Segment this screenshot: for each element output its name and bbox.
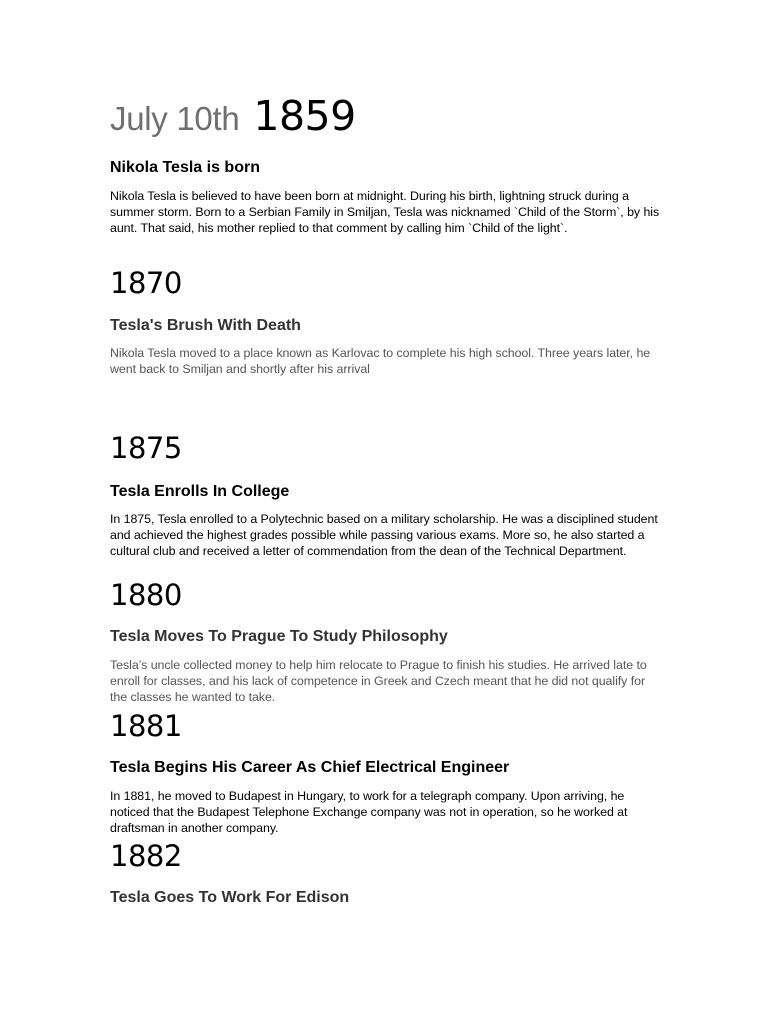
entry-heading: Tesla Moves To Prague To Study Philosophy: [110, 628, 448, 645]
entry-heading: Tesla Begins His Career As Chief Electrical Engineer: [110, 759, 510, 776]
entry-heading-block: [110, 316, 660, 336]
year-label: 1875: [110, 431, 182, 465]
entry-body: In 1875, Tesla enrolled to a Polytechnic based on a military scholarship. He was a disciplined student and achieved the highest grades possible while passing various exams. More so, he also started a cultural club and received a letter of commendation from the dean of the Technical Department.: [110, 512, 658, 558]
entry-heading-block: [110, 888, 660, 908]
entry-body: Nikola Tesla moved to a place known as Karlovac to complete his high school. Three years later, he went back to Smiljan and shortly after his arrival: [110, 346, 651, 376]
entry-body: In 1881, he moved to Budapest in Hungary, to work for a telegraph company. Upon arriving, he noticed that the Budapest Telephone Exchange company was not in operation, so he worked at draftsman in another company.: [110, 789, 628, 835]
entry-body-block: [110, 345, 660, 377]
timeline-entry-1859: [110, 92, 660, 140]
entry-body-block: [110, 788, 660, 836]
entry-body: Nikola Tesla is believed to have been born at midnight. During his birth, lightning struck during a summer storm. Born to a Serbian Family in Smiljan, Tesla was nicknamed `Child of the Storm`, by his aunt. That said, his mother replied to that comment by calling him `Child of the light`.: [110, 189, 660, 235]
year-label: 1881: [110, 709, 182, 743]
date-prefix: July 10th: [110, 100, 240, 137]
entry-heading: Tesla's Brush With Death: [110, 317, 301, 334]
timeline-entry-1882: [110, 839, 660, 873]
entry-heading-block: [110, 482, 660, 502]
year-label: 1882: [110, 839, 182, 873]
entry-body: Tesla’s uncle collected money to help him relocate to Prague to finish his studies. He arrived late to enroll for classes, and his lack of competence in Greek and Czech meant that he did not qualify for the classes he wanted to take.: [110, 658, 647, 704]
entry-heading-block: [110, 158, 660, 178]
entry-heading: Tesla Goes To Work For Edison: [110, 889, 350, 906]
entry-body-block: [110, 657, 660, 705]
year-label: 1859: [253, 92, 356, 140]
timeline-entry-1870: [110, 266, 660, 300]
timeline-entry-1881: [110, 709, 660, 743]
year-label: 1870: [110, 266, 182, 300]
timeline-entry-1875: [110, 431, 660, 465]
entry-heading-block: [110, 758, 660, 778]
timeline-entry-1880: [110, 578, 660, 612]
entry-heading: Tesla Enrolls In College: [110, 483, 290, 500]
entry-heading: Nikola Tesla is born: [110, 159, 260, 176]
date-line: [110, 92, 660, 140]
entry-body-block: [110, 511, 660, 559]
year-label: 1880: [110, 578, 182, 612]
entry-body-block: [110, 188, 660, 236]
entry-heading-block: [110, 627, 660, 647]
